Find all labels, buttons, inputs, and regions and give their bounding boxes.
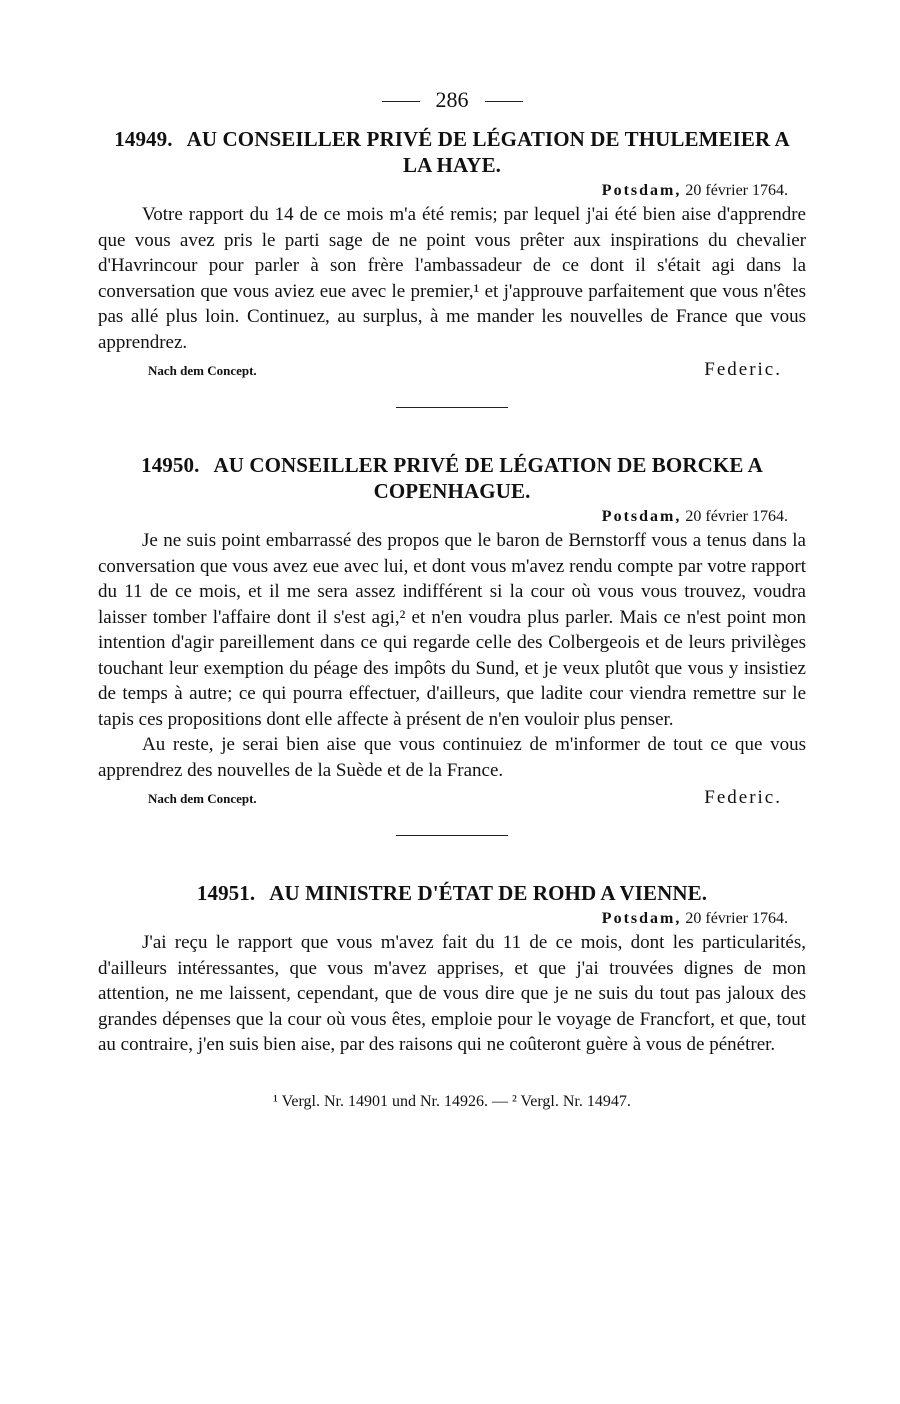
signature-row [98,787,806,809]
source-note: Nach dem Concept. [148,363,257,378]
letter-dateline [98,506,788,528]
signature: Federic. [704,787,782,808]
letter-body [98,202,806,355]
letter-heading [98,126,806,178]
letter-date: 20 février 1764. [685,910,788,927]
page-number-dash-right [485,101,523,102]
letter-dateline [98,908,788,930]
letter-14950 [98,452,806,809]
letter-place: Potsdam, [601,508,682,525]
letter-paragraph: Au reste, je serai bien aise que vous continuiez de m'informer de tout ce que vous apprendrez des nouvelles de la Suède et de la France. [98,734,806,781]
separator-rule [396,835,508,836]
page-header [98,82,806,118]
letter-dateline [98,180,788,202]
letter-place: Potsdam, [601,910,682,927]
letter-number: 14951. [196,881,256,905]
page-number-dash-left [382,101,420,102]
letter-number: 14949. [114,127,173,151]
separator-rule [396,407,508,408]
letter-14949 [98,126,806,381]
letter-date: 20 février 1764. [685,508,788,525]
page-number: 286 [435,87,469,112]
document-page [98,82,806,1112]
letter-place: Potsdam, [601,182,682,199]
letter-heading [98,880,806,906]
letter-body [98,528,806,783]
letter-body [98,930,806,1058]
letter-title: AU CONSEILLER PRIVÉ DE LÉGATION DE THULEMEIER A LA HAYE. [186,127,790,177]
letter-date: 20 février 1764. [685,182,788,199]
letter-number: 14950. [141,453,200,477]
source-note: Nach dem Concept. [148,791,257,806]
letter-14951 [98,880,806,1058]
letter-paragraph: Je ne suis point embarrassé des propos que le baron de Bernstorff vous a tenus dans la conversation que vous avez eue avec lui, et dont vous m'avez rendu compte par votre rapport du 11 de ce mois, et il me sera assez indifférent si la cour où vous vous trouvez, voudra laisser tomber l'affaire dont il s'est agi,² et n'en voudra plus parler. Mais ce n'est point mon intention d'agir pareillement dans ce qui regarde celle des Colbergeois et de leurs privilèges touchant leur exemption du péage des impôts du Sund, et je veux plutôt que vous y insistiez de temps à autre; ce qui pourra effectuer, d'ailleurs, que ladite cour viendra remettre sur le tapis ces propositions dont elle affecte à présent de n'en vouloir plus penser. [98,530,806,730]
signature: Federic. [704,359,782,380]
footnotes: ¹ Vergl. Nr. 14901 und Nr. 14926. — ² Vergl. Nr. 14947. [273,1092,631,1110]
letter-title: AU MINISTRE D'ÉTAT DE ROHD A VIENNE. [269,881,708,905]
letter-paragraph: Votre rapport du 14 de ce mois m'a été remis; par lequel j'ai été bien aise d'apprendre que vous avez pris le parti sage de ne point vous prêter aux inspirations du chevalier d'Havrincour pour parler à son frère l'ambassadeur de ce dont il s'était agi dans la conversation que vous aviez eue avec le premier,¹ et j'approuve parfaitement que vous n'êtes pas allé plus loin. Continuez, au surplus, à me mander les nouvelles de France que vous apprendrez. [98,204,806,353]
letter-paragraph: J'ai reçu le rapport que vous m'avez fait du 11 de ce mois, dont les particularités, d'ailleurs intéressantes, que vous m'avez apprises, et que j'ai trouvées dignes de mon attention, ne me laissent, cependant, que de vous dire que je ne suis du tout pas jaloux des grandes dépenses que la cour où vous êtes, emploie pour le voyage de Francfort, et que, tout au contraire, j'en suis bien aise, par des raisons qui ne coûteront guère à vous de pénétrer. [98,932,806,1055]
signature-row [98,359,806,381]
letter-title: AU CONSEILLER PRIVÉ DE LÉGATION DE BORCKE A COPENHAGUE. [213,453,763,503]
letter-heading [98,452,806,504]
